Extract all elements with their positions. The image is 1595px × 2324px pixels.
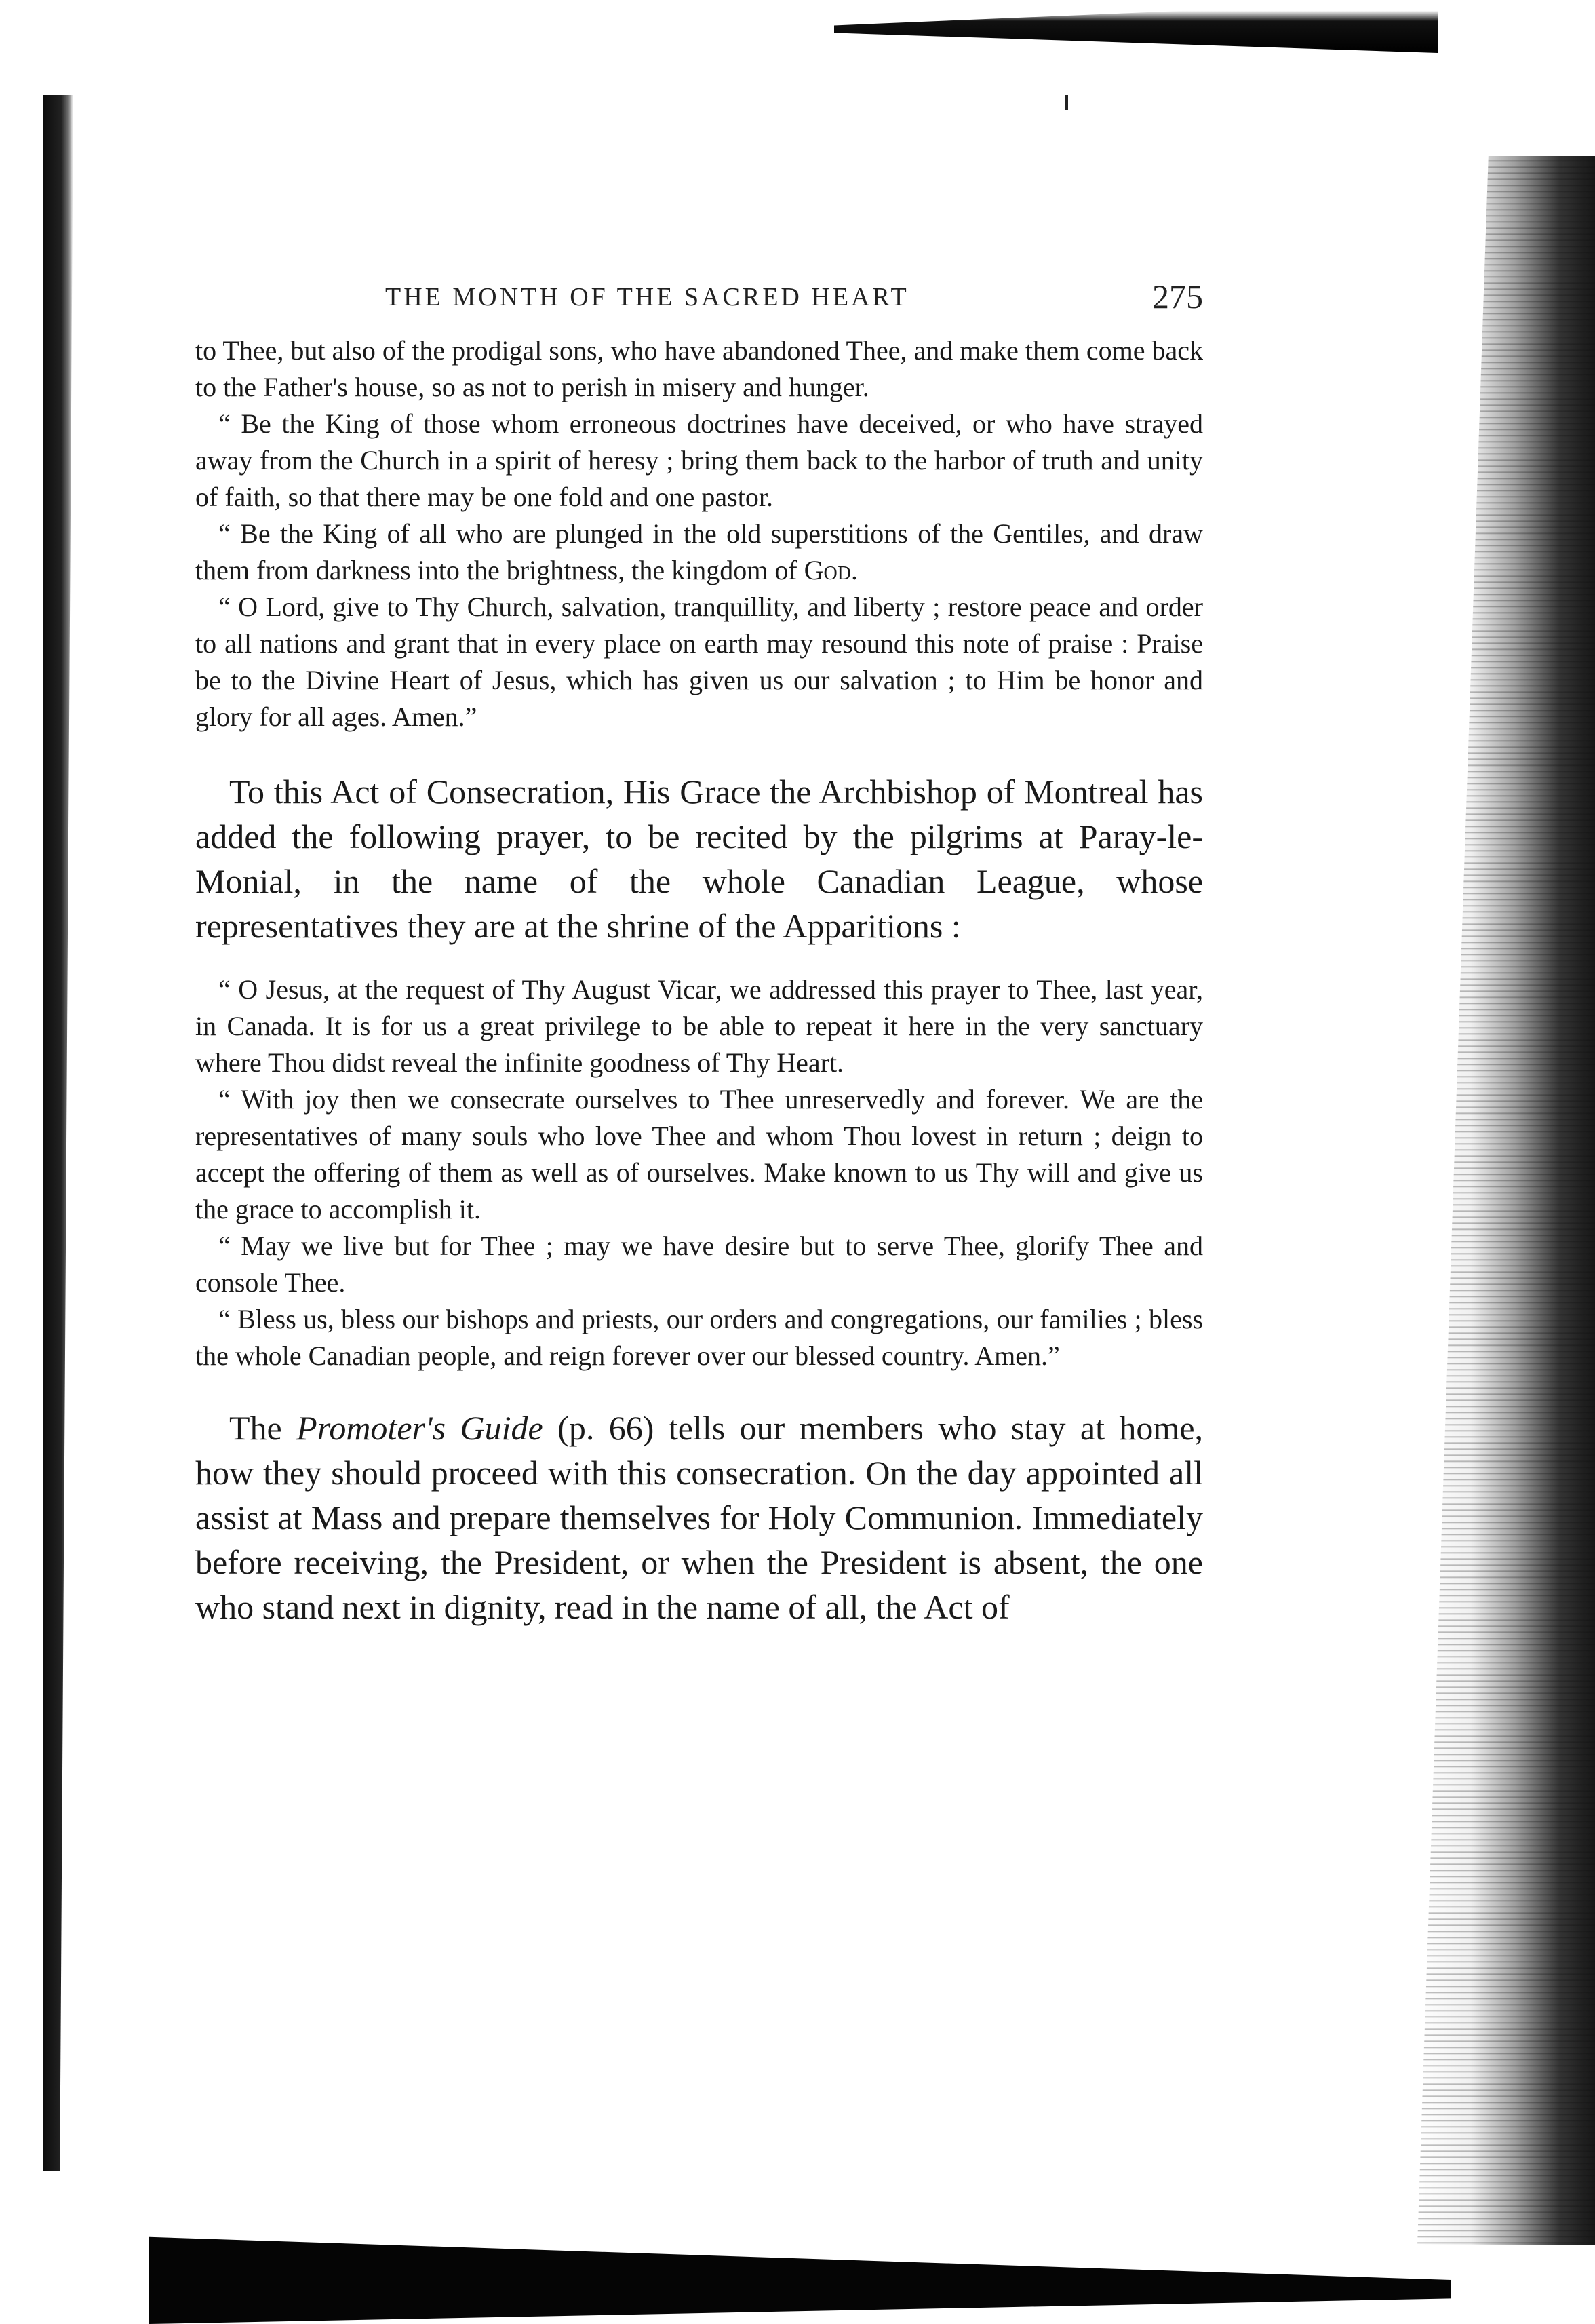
paragraph-3 bbox=[195, 516, 1203, 589]
scan-speck bbox=[1065, 95, 1068, 110]
spacer bbox=[195, 735, 1203, 769]
scan-top-edge-shadow bbox=[834, 0, 1438, 53]
scan-left-edge-shadow bbox=[43, 95, 73, 2171]
paragraph-4: “ O Lord, give to Thy Church, salvation, tranquillity, and liberty ; restore peace and order to all nations and grant that in every place on earth may resound this note of praise : Praise be to the Divine Heart of Jesus, which has given us our salvation ; to Him be honor and glory for all ages. Amen.” bbox=[195, 592, 1203, 732]
paragraph-7: “ With joy then we consecrate ourselves to Thee unreservedly and forever. We are the representatives of many souls who love Thee and whom Thou lovest in return ; deign to accept the offering of them as well as of ourselves. Make known to us Thy will and give us the grace to accomplish it. bbox=[195, 1084, 1203, 1224]
book-page bbox=[195, 258, 1203, 1629]
paragraph-1: to Thee, but also of the prodigal sons, who have abandoned Thee, and make them come back to the Father's house, so as not to perish in misery and hunger. bbox=[195, 335, 1203, 402]
paragraph-10-italic: Promoter's Guide bbox=[296, 1409, 543, 1447]
paragraph-9: “ Bless us, bless our bishops and priests, our orders and congregations, our families ; bless the whole Canadian people, and reign forever over our blessed country. Amen.” bbox=[195, 1304, 1203, 1371]
paragraph-3-end: . bbox=[850, 555, 858, 585]
spacer bbox=[195, 1374, 1203, 1406]
page-number: 275 bbox=[1152, 277, 1203, 315]
spacer bbox=[195, 948, 1203, 971]
paragraph-8: “ May we live but for Thee ; may we have desire but to serve Thee, glorify Thee and console Thee. bbox=[195, 1231, 1203, 1298]
running-head bbox=[195, 258, 1203, 332]
paragraph-3-smallcaps: God bbox=[804, 555, 851, 585]
paragraph-5: To this Act of Consecration, His Grace the Archbishop of Montreal has added the following prayer, to be recited by the pilgrims at Paray-le-Monial, in the name of the whole Canadian League, whose representatives they are at the shrine of the Apparitions : bbox=[195, 773, 1203, 945]
scan-right-edge-shadow bbox=[1417, 156, 1595, 2245]
running-title: THE MONTH OF THE SACRED HEART bbox=[385, 283, 909, 311]
paragraph-6: “ O Jesus, at the request of Thy August Vicar, we addressed this prayer to Thee, last year, in Canada. It is for us a great privilege to be able to repeat it here in the very sanctuary where Thou didst reveal the infinite goodness of Thy Heart. bbox=[195, 974, 1203, 1078]
paragraph-2: “ Be the King of those whom erroneous doctrines have deceived, or who have strayed away from the Church in a spirit of heresy ; bring them back to the harbor of truth and unity of faith, so that there may be one fold and one pastor. bbox=[195, 408, 1203, 512]
paragraph-3-text: “ Be the King of all who are plunged in the old superstitions of the Gentiles, and draw them from darkness into the brightness, the kingdom of bbox=[195, 518, 1203, 585]
scan-bottom-edge-shadow bbox=[149, 2208, 1451, 2324]
paragraph-10 bbox=[195, 1406, 1203, 1629]
paragraph-10-end: (p. 66) tells our members who stay at home, how they should proceed with this consecration. On the day appointed all assist at Mass and prepare themselves for Holy Communion. Immediately before receiving, the President, or when the President is absent, the one who stand next in dignity, read in the name of all, the Act of bbox=[195, 1409, 1204, 1626]
paragraph-10-text: The bbox=[229, 1409, 297, 1447]
